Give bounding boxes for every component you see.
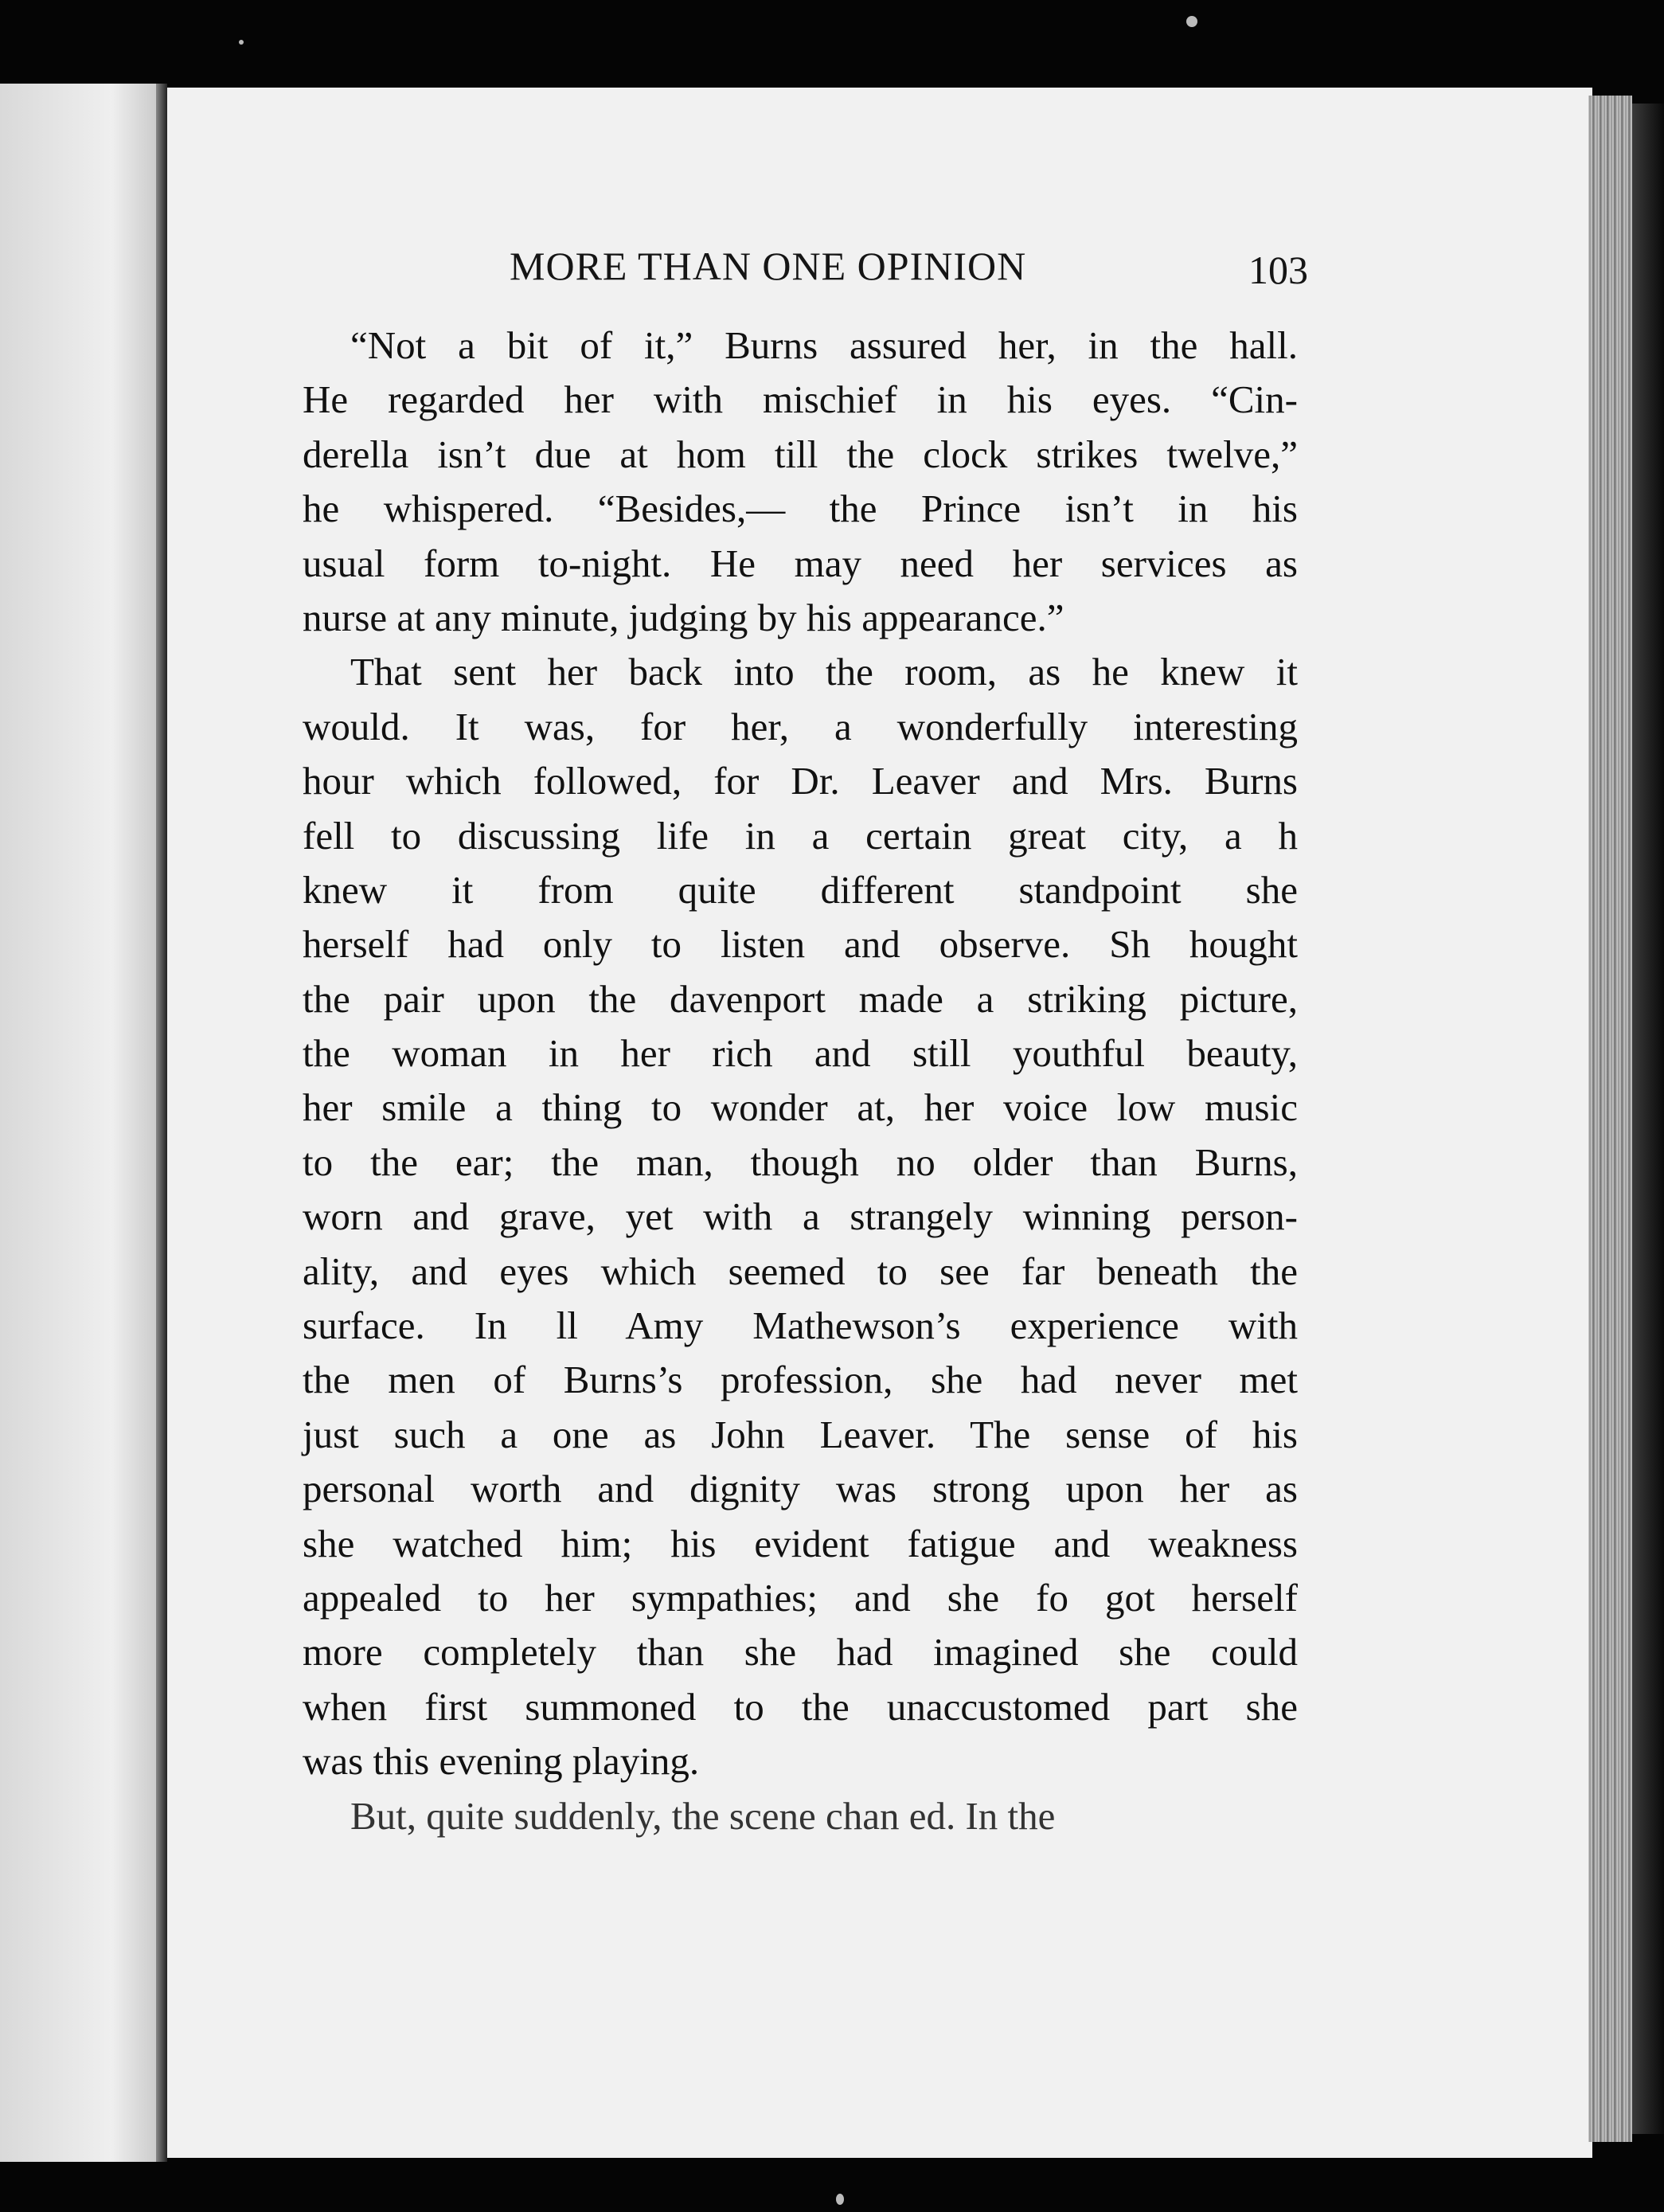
text-line: derella isn’t due at hom till the clock strikes twelve,” <box>303 432 1298 476</box>
text-line: ality, and eyes which seemed to see far beneath the <box>303 1249 1298 1293</box>
text-line: surface. In ll Amy Mathewson’s experience with <box>303 1303 1298 1348</box>
text-line: he whispered. “Besides,— the Prince isn’t in his <box>303 487 1298 531</box>
text-line: He regarded her with mischief in his eyes. “Cin- <box>303 377 1298 422</box>
body-text <box>303 319 1298 1843</box>
text-line: to the ear; the man, though no older than Burns, <box>303 1139 1298 1184</box>
page-number: 103 <box>1248 248 1308 292</box>
text-line: more completely than she had imagined she could <box>303 1630 1298 1675</box>
facing-page-edge <box>0 84 159 2162</box>
text-line: the men of Burns’s profession, she had never met <box>303 1358 1298 1402</box>
text-line: was this evening playing. <box>303 1739 700 1784</box>
text-line: usual form to-night. He may need her services as <box>303 541 1298 585</box>
text-line: That sent her back into the room, as he knew it <box>350 650 1298 694</box>
text-line-cut-off: But, quite suddenly, the scene chan ed. In the <box>350 1793 1056 1838</box>
book-gutter <box>156 84 167 2162</box>
text-line: hour which followed, for Dr. Leaver and Mrs. Burns <box>303 759 1298 803</box>
text-line: herself had only to listen and observe. Sh hought <box>303 922 1298 967</box>
text-line: worn and grave, yet with a strangely winning person- <box>303 1194 1298 1239</box>
text-line: would. It was, for her, a wonderfully interesting <box>303 704 1298 748</box>
text-line: appealed to her sympathies; and she fo got herself <box>303 1575 1298 1620</box>
text-line: her smile a thing to wonder at, her voice low music <box>303 1085 1298 1130</box>
scan-speck <box>239 40 244 45</box>
text-line: personal worth and dignity was strong upon her as <box>303 1467 1298 1511</box>
running-head: MORE THAN ONE OPINION <box>510 244 1027 288</box>
scan-speck <box>836 2194 844 2205</box>
page-shadow <box>1632 104 1664 2134</box>
text-line: knew it from quite different standpoint she <box>303 867 1298 912</box>
text-line: the woman in her rich and still youthful beauty, <box>303 1031 1298 1076</box>
text-line: she watched him; his evident fatigue and weakness <box>303 1521 1298 1565</box>
text-line: fell to discussing life in a certain great city, a h <box>303 813 1298 858</box>
text-line: the pair upon the davenport made a striking picture, <box>303 976 1298 1021</box>
page-stack-edge <box>1588 96 1632 2142</box>
text-line: nurse at any minute, judging by his appearance.” <box>303 595 1064 639</box>
scan-speck <box>1186 16 1197 27</box>
text-line: “Not a bit of it,” Burns assured her, in the hall. <box>350 323 1298 367</box>
text-line: just such a one as John Leaver. The sense of his <box>303 1412 1298 1456</box>
text-line: when first summoned to the unaccustomed part she <box>303 1684 1298 1729</box>
